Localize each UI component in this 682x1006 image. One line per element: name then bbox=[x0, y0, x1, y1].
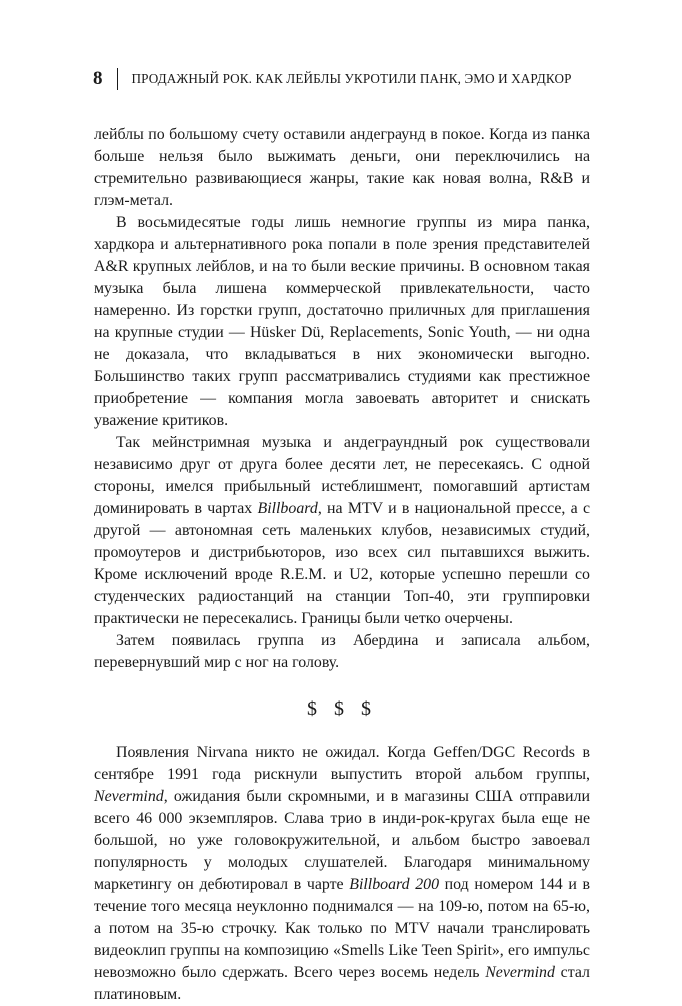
nevermind-italic-1: Nevermind bbox=[94, 788, 164, 805]
nevermind-italic-2: Nevermind bbox=[485, 964, 555, 981]
paragraph-5-part-c: под номером 144 и в течение того месяца неуклонно поднимался — на 109-ю, потом на 65-ю, а потом на 35-ю строчку. Как только по MTV начали транслировать видеоклип группы на композицию «Smells Like Teen Spirit», его импульс невозможно было сдержать. Всего через восемь недель bbox=[94, 876, 590, 981]
running-title: ПРОДАЖНЫЙ РОК. КАК ЛЕЙБЛЫ УКРОТИЛИ ПАНК, ЭМО И ХАРДКОР bbox=[131, 71, 572, 86]
section-divider: $ $ $ bbox=[307, 698, 377, 720]
paragraph-3-part-b: , на MTV и в национальной прессе, а с другой — автономная сеть маленьких клубов, независимых студий, промоутеров и дистрибьюторов, изо всех сил пытавшихся выжить. Кроме исключений вроде R.E.M. и U2, которые успешно перешли со студенческих радиостанций на станции Топ-40, эти группировки практически не пересекались. Границы были четко очерчены. bbox=[94, 500, 591, 627]
billboard-italic: Billboard bbox=[257, 500, 318, 517]
paragraph-3 bbox=[94, 432, 590, 630]
paragraph-2: В восьмидесятые годы лишь немногие группы из мира панка, хардкора и альтернативного рока попали в поле зрения представителей A&R крупных лейблов, и на то были веские причины. В основном такая музыка была лишена коммерческой привлекательности, часто намеренно. Из горстки групп, достаточно приличных для приглашения на крупные студии — Hüsker Dü, Replacements, Sonic Youth, — ни одна не доказала, что вкладываться в них экономически выгодно. Большинство таких групп рассматривались студиями как престижное приобретение — компания могла завоевать авторитет и снискать уважение критиков. bbox=[94, 214, 590, 429]
paragraph-5 bbox=[94, 742, 590, 1006]
header-divider-rule bbox=[117, 68, 118, 90]
paragraph-5-part-a: Появления Nirvana никто не ожидал. Когда Geffen/DGC Records в сентябре 1991 года рискнули выпустить второй альбом группы, bbox=[94, 744, 590, 783]
paragraph-4: Затем появилась группа из Абердина и записала альбом, перевернувший мир с ног на голову. bbox=[94, 632, 590, 671]
body-text bbox=[94, 124, 590, 1006]
running-header bbox=[93, 68, 593, 90]
paragraph-1: лейблы по большому счету оставили андеграунд в покое. Когда из панка больше нельзя было выжимать деньги, они переключились на стремительно развивающиеся жанры, такие как новая волна, R&B и глэм-метал. bbox=[94, 126, 590, 209]
page-number: 8 bbox=[93, 68, 103, 89]
paragraph-3-part-a: Так мейнстримная музыка и андеграундный рок существовали независимо друг от друга более десяти лет, не пересекаясь. С одной стороны, имелся прибыльный истеблишмент, помогавший артистам доминировать в чартах bbox=[94, 434, 590, 517]
paragraph-5-part-d: стал платиновым. bbox=[94, 964, 590, 1003]
billboard-200-italic: Billboard 200 bbox=[349, 876, 440, 893]
paragraph-5-part-b: , ожидания были скромными, и в магазины США отправили всего 46 000 экземпляров. Слава трио в инди-рок-кругах была еще не большой, но уже головокружительной, и альбом быстро завоевал популярность у молодых слушателей. Благодаря минимальному маркетингу он дебютировал в чарте bbox=[94, 788, 590, 893]
